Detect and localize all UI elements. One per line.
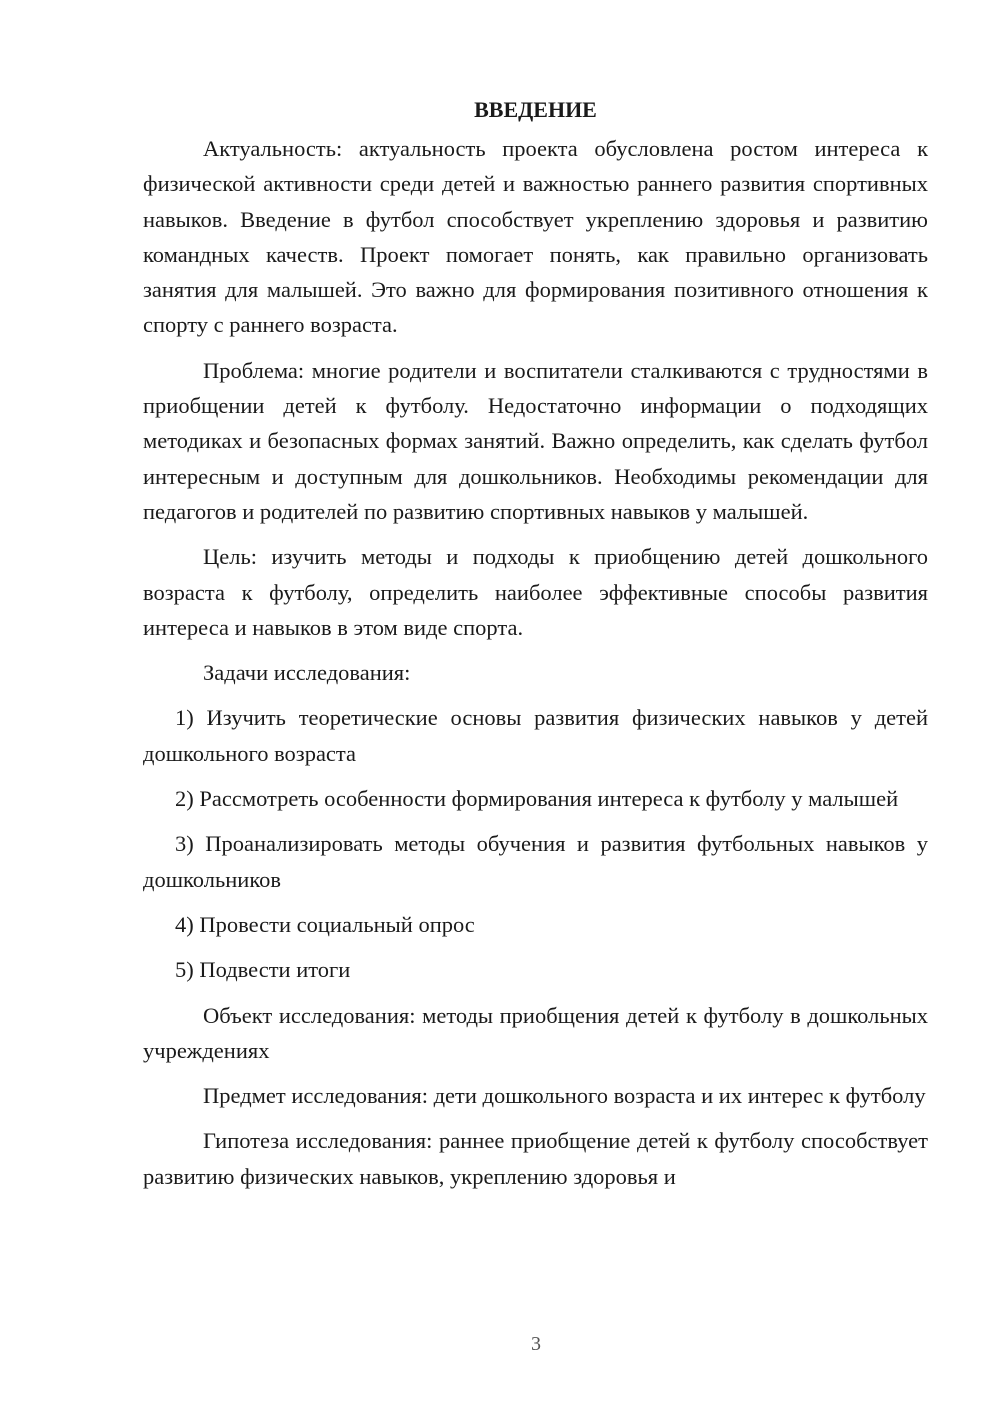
task-item-4: 4) Провести социальный опрос: [175, 911, 475, 937]
research-object-paragraph: Объект исследования: методы приобщения детей к футболу в дошкольных учреждениях: [143, 1002, 928, 1063]
goal-paragraph: Цель: изучить методы и подходы к приобщению детей дошкольного возраста к футболу, определить наиболее эффективные способы развития интереса и навыков в этом виде спорта.: [143, 544, 928, 640]
document-page: [143, 92, 928, 1204]
relevance-paragraph: Актуальность: актуальность проекта обусловлена ростом интереса к физической активности среди детей и важностью раннего развития спортивных навыков. Введение в футбол способствует укреплению здоровья и развитию командных качеств. Проект помогает понять, как правильно организовать занятия для малышей. Это важно для формирования позитивного отношения к спорту с раннего возраста.: [143, 136, 928, 338]
tasks-heading: Задачи исследования:: [203, 660, 411, 686]
task-item-3: 3) Проанализировать методы обучения и развития футбольных навыков у дошкольников: [143, 831, 928, 892]
hypothesis-paragraph: Гипотеза исследования: раннее приобщение детей к футболу способствует развитию физических навыков, укреплению здоровья и: [143, 1128, 928, 1189]
task-item-5: 5) Подвести итоги: [175, 957, 351, 983]
page-number: 3: [531, 1333, 541, 1355]
research-subject-paragraph: Предмет исследования: дети дошкольного возраста и их интерес к футболу: [203, 1083, 926, 1109]
problem-paragraph: Проблема: многие родители и воспитатели сталкиваются с трудностями в приобщении детей к футболу. Недостаточно информации о подходящих методиках и безопасных формах занятий. Важно определить, как сделать футбол интересным и доступным для дошкольников. Необходимы рекомендации для педагогов и родителей по развитию спортивных навыков у малышей.: [143, 357, 928, 524]
task-item-2: 2) Рассмотреть особенности формирования интереса к футболу у малышей: [175, 786, 899, 812]
task-item-1: 1) Изучить теоретические основы развития физических навыков у детей дошкольного возраста: [143, 705, 928, 766]
document-title: ВВЕДЕНИЕ: [474, 97, 597, 122]
